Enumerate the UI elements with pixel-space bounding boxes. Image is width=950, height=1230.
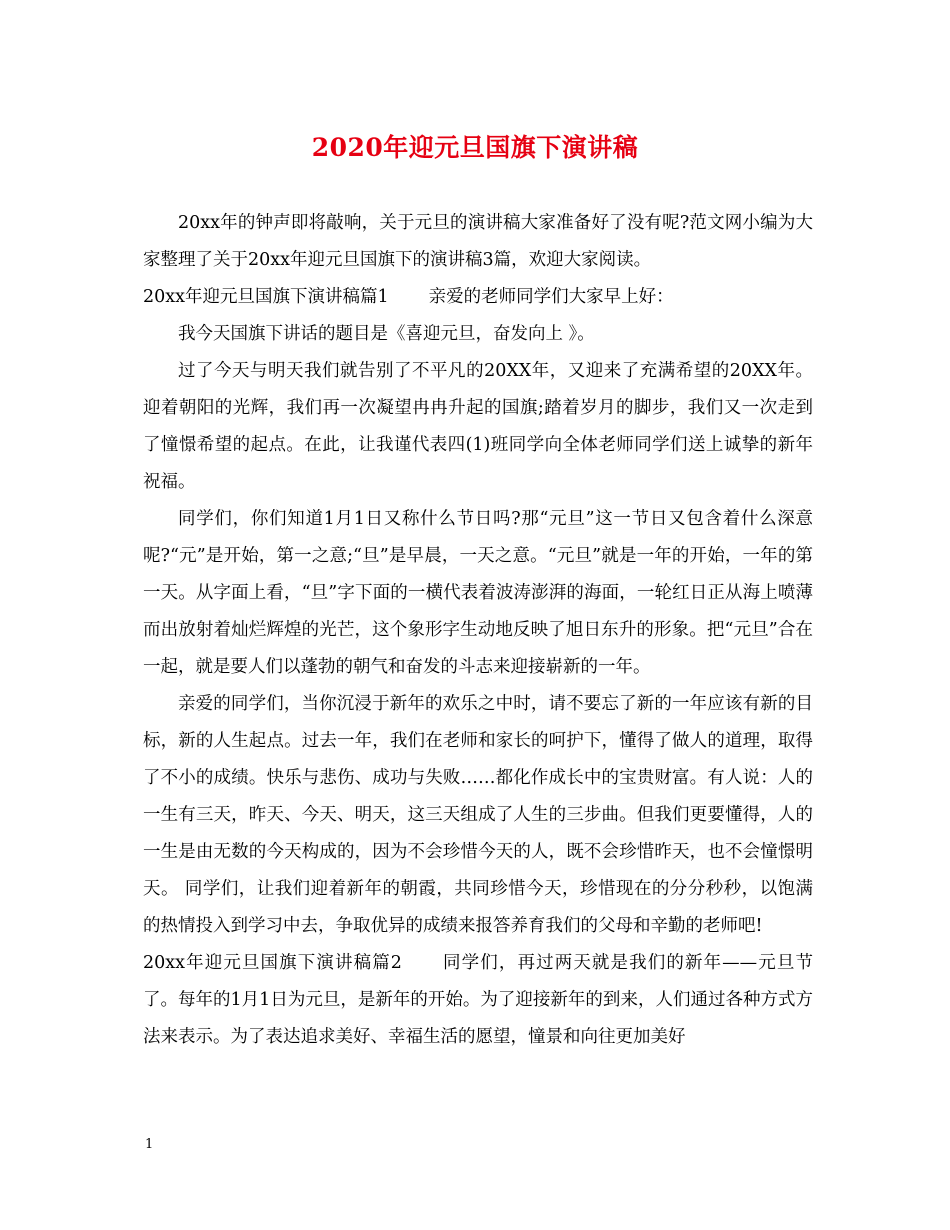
intro-paragraph: 20xx年的钟声即将敲响，关于元旦的演讲稿大家准备好了没有呢?范文网小编为大家整理了关于20xx年迎元旦国旗下的演讲稿3篇，欢迎大家阅读。: [143, 213, 813, 270]
document-title: 2020年迎元旦国旗下演讲稿: [311, 133, 639, 162]
section-2-text: 同学们，再过两天就是我们的新年——元旦节了。每年的1月1日为元旦，是新年的开始。为了迎接新年的到来，人们通过各种方式方法来表示。为了表达追求美好、幸福生活的愿望，憧景和向往更加美好: [143, 953, 814, 1047]
page-number: 1: [145, 1137, 154, 1152]
section-1-heading: 20xx年迎元旦国旗下演讲稿篇1: [143, 287, 389, 307]
section-2-heading: 20xx年迎元旦国旗下演讲稿篇2: [143, 953, 402, 973]
section-1-paragraph-2: 过了今天与明天我们就告别了不平凡的20XX年，又迎来了充满希望的20XX年。迎着朝阳的光辉，我们再一次凝望冉冉升起的国旗;踏着岁月的脚步，我们又一次走到了憧憬希望的起点。在此，让我谨代表四(1)班同学向全体老师同学们送上诚挚的新年祝福。: [143, 361, 813, 492]
section-1-paragraph-1: 我今天国旗下讲话的题目是《喜迎元旦，奋发向上 》。: [178, 324, 595, 344]
section-2-line: [143, 945, 813, 1056]
section-1-paragraph-4: 亲爱的同学们，当你沉浸于新年的欢乐之中时，请不要忘了新的一年应该有新的目标，新的人生起点。过去一年，我们在老师和家长的呵护下，懂得了做人的道理，取得了不小的成绩。快乐与悲伤、成功与失败……都化作成长中的宝贵财富。有人说：人的一生有三天，昨天、今天、明天，这三天组成了人生的三步曲。但我们更要懂得，人的一生是由无数的今天构成的，因为不会珍惜今天的人，既不会珍惜昨天，也不会憧憬明天。 同学们，让我们迎着新年的朝霞，共同珍惜今天，珍惜现在的分分秒秒，以饱满的热情投入到学习中去，争取优异的成绩来报答养育我们的父母和辛勤的老师吧!: [143, 694, 813, 936]
section-1-paragraph-3: 同学们，你们知道1月1日又称什么节日吗?那“元旦”这一节日又包含着什么深意呢?“元”是开始，第一之意;“旦”是早晨，一天之意。“元旦”就是一年的开始，一年的第一天。从字面上看，“旦”字下面的一横代表着波涛澎湃的海面，一轮红日正从海上喷薄而出放射着灿烂辉煌的光芒，这个象形字生动地反映了旭日东升的形象。把“元旦”合在一起，就是要人们以蓬勃的朝气和奋发的斗志来迎接崭新的一年。: [143, 509, 813, 677]
section-1-greeting: 亲爱的老师同学们大家早上好：: [428, 287, 674, 307]
section-1-line: [143, 279, 813, 316]
document-body: [143, 205, 813, 1056]
